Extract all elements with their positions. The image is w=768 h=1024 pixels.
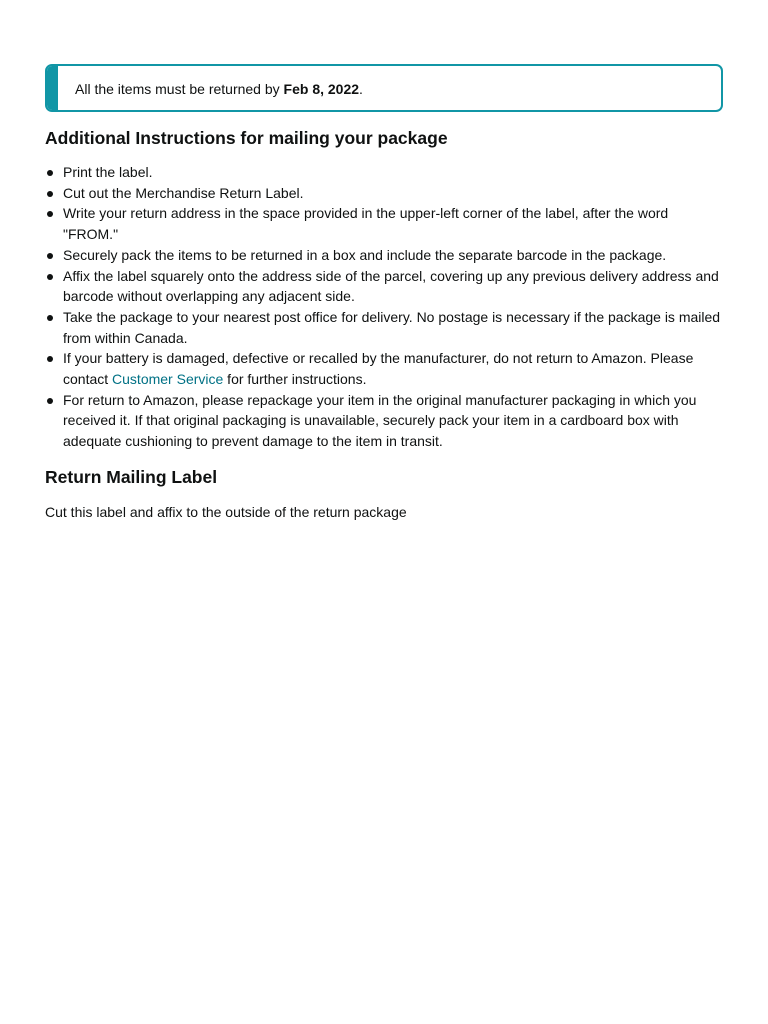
- list-item: [45, 162, 723, 183]
- instructions-heading: Additional Instructions for mailing your package: [45, 128, 448, 148]
- list-item: [45, 203, 723, 244]
- list-item-text: For return to Amazon, please repackage your item in the original manufacturer packaging in which you received it. If that original packaging is unavailable, securely pack your item in a cardboard box with adequate cushioning to prevent damage to the item in transit.: [63, 391, 697, 450]
- list-item: [45, 307, 723, 348]
- return-label-heading: Return Mailing Label: [45, 466, 218, 487]
- bullet-icon: [47, 191, 53, 197]
- customer-service-link[interactable]: Customer Service: [112, 371, 224, 388]
- list-item: [45, 390, 723, 452]
- return-deadline-alert: [45, 64, 723, 112]
- deadline-date: Feb 8, 2022: [283, 81, 360, 97]
- bullet-icon: [47, 211, 53, 217]
- bullet-icon: [47, 170, 53, 176]
- list-item-text: If your battery is damaged, defective or recalled by the manufacturer, do not return to Amazon. Please contact: [63, 350, 694, 388]
- list-item: [45, 183, 723, 204]
- list-item-text: Take the package to your nearest post office for delivery. No postage is necessary if the package is mailed from within Canada.: [63, 308, 721, 346]
- list-item: [45, 348, 723, 389]
- bullet-icon: [47, 253, 53, 259]
- return-deadline-text: [75, 80, 363, 98]
- deadline-suffix: .: [359, 81, 363, 97]
- list-item-text: Write your return address in the space provided in the upper-left corner of the label, after the word "FROM.": [63, 205, 669, 243]
- list-item: [45, 245, 723, 266]
- return-instructions-page: [45, 64, 723, 521]
- alert-accent-bar: [47, 66, 58, 110]
- list-item-text: Print the label.: [63, 164, 153, 180]
- bullet-icon: [47, 274, 53, 280]
- list-item: [45, 266, 723, 307]
- bullet-icon: [47, 398, 53, 404]
- deadline-prefix: All the items must be returned by: [75, 81, 284, 97]
- bullet-icon: [47, 356, 53, 362]
- return-label-note: Cut this label and affix to the outside of the return package: [45, 503, 407, 520]
- list-item-text: Affix the label squarely onto the address side of the parcel, covering up any previous delivery address and barcode without overlapping any adjacent side.: [63, 267, 719, 305]
- list-item-text: Securely pack the items to be returned in a box and include the separate barcode in the package.: [63, 246, 667, 263]
- instructions-list: [45, 162, 723, 452]
- list-item-text: Cut out the Merchandise Return Label.: [63, 184, 304, 201]
- list-item-text-end: for further instructions.: [223, 371, 367, 388]
- bullet-icon: [47, 315, 53, 321]
